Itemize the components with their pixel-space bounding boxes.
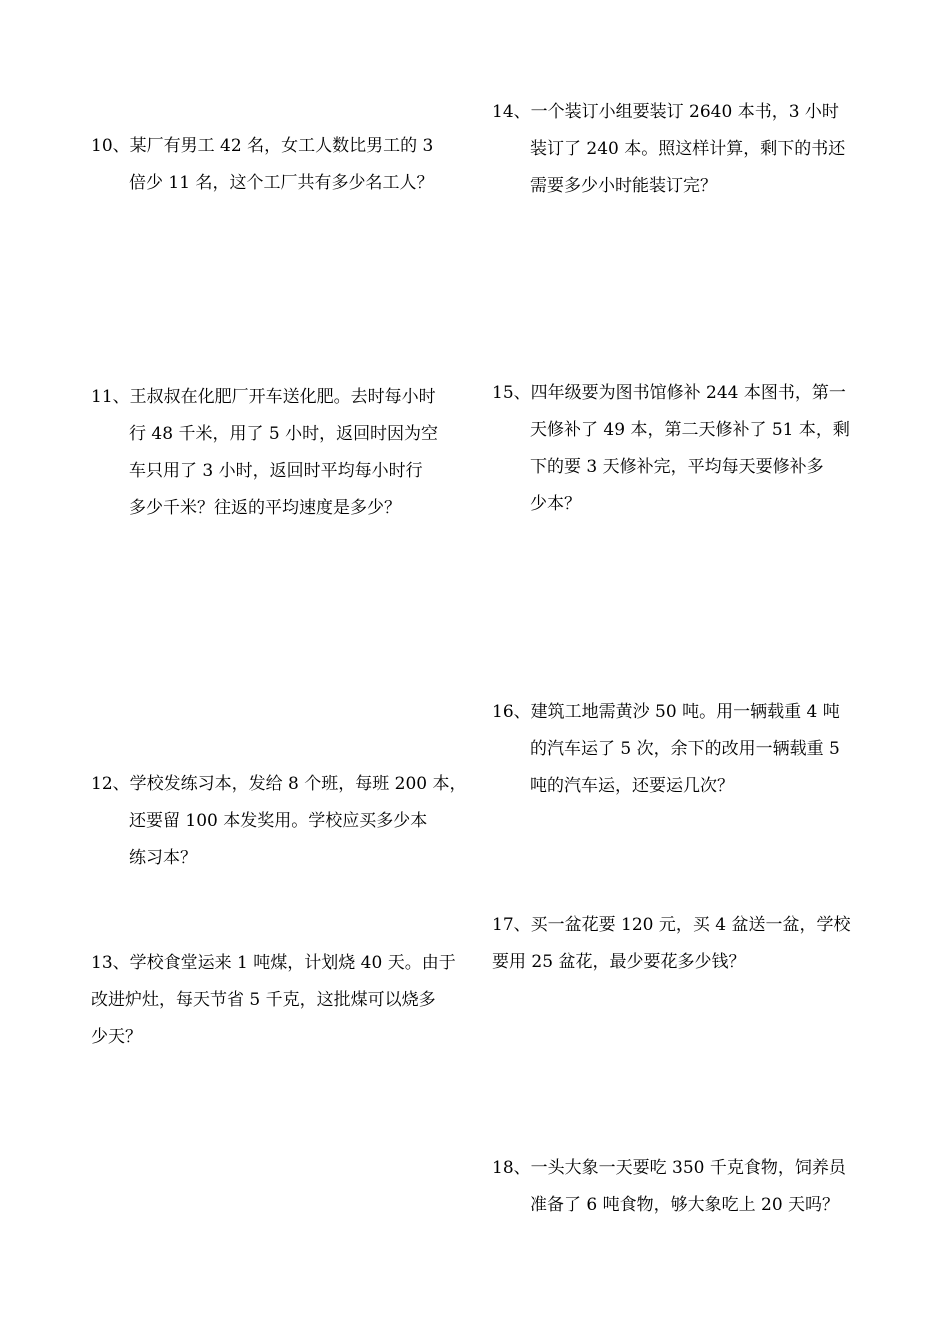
problem-13-line-3: 少天？: [91, 1027, 142, 1047]
problem-10-line-2: 倍少 11 名，这个工厂共有多少名工人？: [129, 173, 434, 193]
problem-12-line-3: 练习本？: [129, 848, 197, 868]
problem-17: [492, 907, 851, 981]
problem-18-line-2: 准备了 6 吨食物，够大象吃上 20 天吗？: [530, 1195, 840, 1215]
problem-18: [492, 1150, 846, 1224]
problem-13-line-2: 改进炉灶，每天节省 5 千克，这批煤可以烧多: [91, 990, 436, 1010]
problem-18-line-1: 18、一头大象一天要吃 350 千克食物，饲养员: [492, 1158, 846, 1178]
problem-12: [91, 766, 467, 877]
problem-11-line-4: 多少千米？往返的平均速度是多少？: [129, 498, 401, 518]
problem-11: [91, 379, 438, 527]
problem-14-line-3: 需要多少小时能装订完？: [530, 176, 717, 196]
problem-15-line-2: 天修补了 49 本，第二天修补了 51 本，剩: [530, 420, 850, 440]
problem-13-line-1: 13、学校食堂运来 1 吨煤，计划烧 40 天。由于: [91, 953, 456, 973]
problem-14: [492, 94, 845, 205]
problem-16-line-1: 16、建筑工地需黄沙 50 吨。用一辆载重 4 吨: [492, 702, 840, 722]
problem-11-line-1: 11、王叔叔在化肥厂开车送化肥。去时每小时: [91, 387, 436, 407]
problem-10: [91, 128, 433, 202]
problem-10-line-1: 10、某厂有男工 42 名，女工人数比男工的 3: [91, 136, 434, 156]
problem-13: [91, 945, 456, 1056]
problem-12-line-1: 12、学校发练习本，发给 8 个班，每班 200 本，: [91, 774, 467, 794]
problem-14-line-2: 装订了 240 本。照这样计算，剩下的书还: [530, 139, 846, 159]
problem-17-line-2: 要用 25 盆花，最少要花多少钱？: [492, 952, 746, 972]
problem-17-line-1: 17、买一盆花要 120 元，买 4 盆送一盆，学校: [492, 915, 851, 935]
problem-15-line-3: 下的要 3 天修补完，平均每天要修补多: [530, 457, 824, 477]
problem-15-line-1: 15、四年级要为图书馆修补 244 本图书，第一: [492, 383, 846, 403]
problem-15-line-4: 少本？: [530, 494, 581, 514]
problem-11-line-3: 车只用了 3 小时，返回时平均每小时行: [129, 461, 423, 481]
problem-15: [492, 375, 850, 523]
problem-16-line-2: 的汽车运了 5 次，余下的改用一辆载重 5: [530, 739, 840, 759]
problem-16-line-3: 吨的汽车运，还要运几次？: [530, 776, 734, 796]
problem-11-line-2: 行 48 千米，用了 5 小时，返回时因为空: [129, 424, 439, 444]
problem-14-line-1: 14、一个装订小组要装订 2640 本书，3 小时: [492, 102, 839, 122]
problem-12-line-2: 还要留 100 本发奖用。学校应买多少本: [129, 811, 428, 831]
problem-16: [492, 694, 840, 805]
